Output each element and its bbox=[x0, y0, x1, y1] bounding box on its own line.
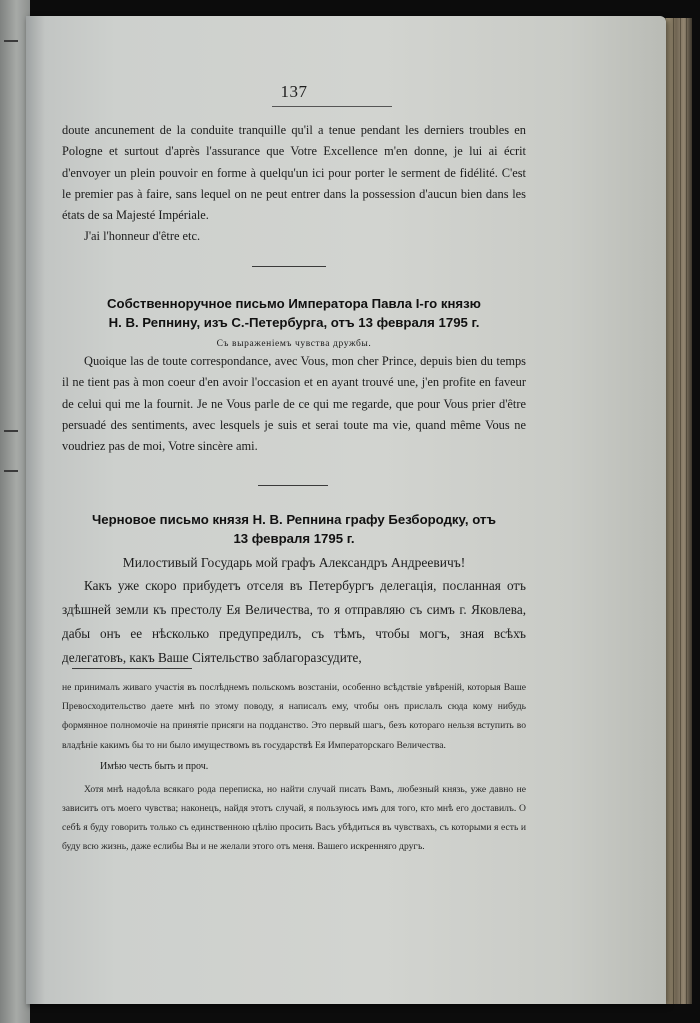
letter-paul bbox=[62, 294, 526, 457]
letter-repnin-greeting: Милостивый Государь мой графъ Александръ Андреевичъ! bbox=[122, 555, 466, 570]
section-separator bbox=[252, 266, 326, 267]
letter-paul-body: Quoique las de toute correspondance, avec Vous, mon cher Prince, depuis bien du temps il ne tient pas à mon coeur d'en avoir l'occasion et en ayant trouvé une, j'en profite en faveur de celui qui me la fournit. Je ne Vous parle de ce qui me regarde, que pour Vous prier d'être persuadé des sentiments, avec lesquels je suis et serai toute ma vie, quand même Vous ne voudriez pas de moi, Votre sincère ami. bbox=[62, 354, 526, 454]
letter-repnin-body: Какъ уже скоро прибудетъ отселя въ Петербургъ делегація, посланная отъ здѣшней земли къ престолу Ея Величества, то я отправляю съ симъ г. Яковлева, дабы онъ ее нѣсколько предупредилъ, съ тѣмъ, чтобы могъ, зная всѣхъ делегатовъ, какъ Ваше Сіятельство заблагоразсудите, bbox=[62, 578, 526, 665]
letter-repnin bbox=[62, 510, 526, 670]
section-separator bbox=[258, 485, 328, 486]
letter-paul-heading-line1: Собственноручное письмо Императора Павла I-го князю bbox=[107, 296, 481, 311]
footnote-closing: Имѣю честь быть и проч. bbox=[100, 760, 209, 772]
letter-paul-heading-line2: Н. В. Репнину, изъ С.-Петербурга, отъ 13 февраля 1795 г. bbox=[108, 315, 480, 330]
footnote-block bbox=[62, 678, 526, 857]
edge-mark bbox=[4, 40, 18, 42]
footnote-para2: Хотя мнѣ надоѣла всякаго рода переписка, но найти случай писать Вамъ, любезный князь, уже давно не зависитъ отъ моего чувства; наконецъ, найдя этотъ случай, я пользуюсь имъ для того, кто мнѣ его доставилъ. О себѣ я буду говорить только съ единственною цѣлію просить Васъ убѣдиться въ чувствахъ, съ которыми я есть и буду всю жизнь, даже еслибы Вы и не желали этого отъ меня. Вашего искренняго другъ. bbox=[62, 783, 526, 853]
edge-mark bbox=[4, 470, 18, 472]
french-letter-body: doute ancunement de la conduite tranquille qu'il a tenue pendant les derniers troubles en Pologne et surtout d'après l'assurance que Votre Excellence m'en donne, je lui ai écrit d'envoyer un plein pouvoir en forme à quelqu'un ici pour porter le serment de fidélité. C'est le premier pas à faire, sans lequel on ne peut entrer dans la possession d'aucun bien dans les états de sa Majesté Impériale. bbox=[62, 123, 526, 223]
footnote-para1: не принималъ живаго участія въ послѣднемъ польскомъ возстаніи, особенно всѣдствіе увѣреній, которыя Ваше Превосходительство даете мнѣ по этому поводу, я написалъ ему, чтобы онъ прислалъ сюда кому нибудь формянное полномочіе на принятіе присяги на подданство. Это первый шагъ, безъ котораго нельзя вступить во владѣніе какимъ бы то ни было имуществомъ въ государствѣ Ея Императорскаго Величества. bbox=[62, 682, 526, 751]
page-number: 137 bbox=[280, 82, 308, 101]
edge-mark bbox=[4, 430, 18, 432]
page-number-rule bbox=[272, 106, 392, 107]
footnote-separator bbox=[72, 668, 192, 669]
french-letter-closing: J'ai l'honneur d'être etc. bbox=[84, 229, 201, 244]
letter-paul-subtitle: Съ выраженіемъ чувства дружбы. bbox=[216, 339, 372, 349]
letter-repnin-heading-line2: 13 февраля 1795 г. bbox=[233, 531, 355, 546]
french-letter-end bbox=[62, 120, 526, 248]
letter-repnin-heading-line1: Черновое письмо князя Н. В. Репнина графу Безбородку, отъ bbox=[91, 512, 497, 527]
